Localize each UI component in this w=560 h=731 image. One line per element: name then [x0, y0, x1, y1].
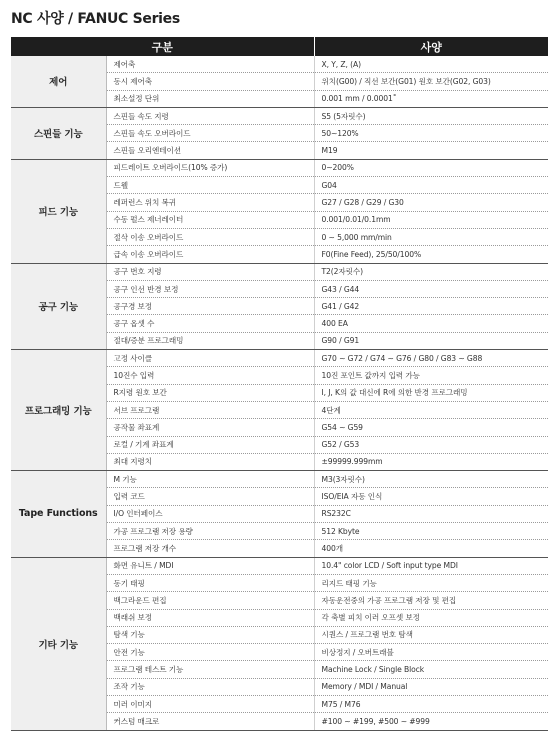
spec-cell: I, J, K의 값 대신에 R에 의한 반경 프로그래밍 — [314, 384, 548, 401]
category-cell: 공구 기능 — [11, 263, 106, 349]
spec-cell: 512 Kbyte — [314, 523, 548, 540]
feature-cell: 서브 프로그램 — [106, 401, 314, 418]
feature-cell: 가공 프로그램 저장 용량 — [106, 523, 314, 540]
page-title: NC 사양 / FANUC Series — [11, 11, 180, 27]
spec-cell: #100 ~ #199, #500 ~ #999 — [314, 713, 548, 730]
feature-cell: 화면 유니트 / MDI — [106, 557, 314, 574]
category-cell: Tape Functions — [11, 471, 106, 557]
category-cell: 기타 기능 — [11, 557, 106, 730]
spec-cell: 0.001/0.01/0.1mm — [314, 211, 548, 228]
category-cell: 스핀들 기능 — [11, 107, 106, 159]
spec-cell: 10.4" color LCD / Soft input type MDI — [314, 557, 548, 574]
spec-cell: M75 / M76 — [314, 695, 548, 712]
table-row — [11, 557, 548, 574]
feature-cell: 10진수 입력 — [106, 367, 314, 384]
spec-cell: 0~200% — [314, 159, 548, 176]
spec-cell: T2(2자릿수) — [314, 263, 548, 280]
feature-cell: 절대/증분 프로그래밍 — [106, 332, 314, 349]
spec-cell: X, Y, Z, (A) — [314, 56, 548, 73]
feature-cell: 고정 사이클 — [106, 350, 314, 367]
spec-cell: 400개 — [314, 540, 548, 557]
spec-cell: ISO/EIA 자동 인식 — [314, 488, 548, 505]
header-category: 구분 — [11, 37, 314, 56]
category-cell: 프로그래밍 기능 — [11, 350, 106, 471]
feature-cell: 미러 이미지 — [106, 695, 314, 712]
spec-cell: 0 ~ 5,000 mm/min — [314, 228, 548, 245]
feature-cell: 백그라운드 편집 — [106, 592, 314, 609]
feature-cell: 로컬 / 기계 좌표계 — [106, 436, 314, 453]
feature-cell: 스핀들 오리엔테이션 — [106, 142, 314, 159]
feature-cell: 급속 이송 오버라이드 — [106, 246, 314, 263]
spec-cell: F0(Fine Feed), 25/50/100% — [314, 246, 548, 263]
header-spec: 사양 — [314, 37, 548, 56]
spec-cell: 시퀀스 / 프로그램 번호 탐색 — [314, 626, 548, 643]
feature-cell: 커스텀 매크로 — [106, 713, 314, 730]
spec-cell: Machine Lock / Single Block — [314, 661, 548, 678]
table-row — [11, 107, 548, 124]
spec-cell: RS232C — [314, 505, 548, 522]
spec-cell: 위치(G00) / 직선 보간(G01) 원호 보간(G02, G03) — [314, 73, 548, 90]
spec-cell: 리지드 태핑 기능 — [314, 574, 548, 591]
spec-cell: 각 축별 피치 이러 오프셋 보정 — [314, 609, 548, 626]
feature-cell: 최대 지령치 — [106, 453, 314, 470]
table-row — [11, 263, 548, 280]
spec-cell: G52 / G53 — [314, 436, 548, 453]
feature-cell: 스핀들 속도 지령 — [106, 107, 314, 124]
feature-cell: 공구 인선 반경 보정 — [106, 280, 314, 297]
feature-cell: 스핀들 속도 오버라이드 — [106, 125, 314, 142]
feature-cell: 절삭 이송 오버라이드 — [106, 228, 314, 245]
spec-cell: ±99999.999mm — [314, 453, 548, 470]
feature-cell: 공작물 좌표계 — [106, 419, 314, 436]
table-row — [11, 56, 548, 73]
feature-cell: 레퍼런스 위치 복귀 — [106, 194, 314, 211]
feature-cell: 수동 펄스 제너레이터 — [106, 211, 314, 228]
feature-cell: 피드레이트 오버라이드(10% 증가) — [106, 159, 314, 176]
feature-cell: 탐색 기능 — [106, 626, 314, 643]
spec-cell: 0.001 mm / 0.0001˚ — [314, 90, 548, 107]
spec-table — [11, 37, 548, 731]
spec-cell: G54 ~ G59 — [314, 419, 548, 436]
feature-cell: 안전 기능 — [106, 644, 314, 661]
feature-cell: 동시 제어축 — [106, 73, 314, 90]
feature-cell: 입력 코드 — [106, 488, 314, 505]
spec-cell: Memory / MDI / Manual — [314, 678, 548, 695]
feature-cell: M 기능 — [106, 471, 314, 488]
spec-cell: M19 — [314, 142, 548, 159]
table-row — [11, 159, 548, 176]
spec-cell: G90 / G91 — [314, 332, 548, 349]
feature-cell: R지령 원호 보간 — [106, 384, 314, 401]
feature-cell: 동기 태핑 — [106, 574, 314, 591]
spec-cell: G70 ~ G72 / G74 ~ G76 / G80 / G83 ~ G88 — [314, 350, 548, 367]
spec-cell: G41 / G42 — [314, 298, 548, 315]
spec-cell: G04 — [314, 177, 548, 194]
spec-cell: M3(3자릿수) — [314, 471, 548, 488]
spec-cell: 비상정지 / 오버트래블 — [314, 644, 548, 661]
feature-cell: 공구 옵셋 수 — [106, 315, 314, 332]
spec-cell: 자동운전중의 가공 프로그램 저장 및 편집 — [314, 592, 548, 609]
table-row — [11, 350, 548, 367]
table-row — [11, 471, 548, 488]
spec-cell: G43 / G44 — [314, 280, 548, 297]
feature-cell: 최소설정 단위 — [106, 90, 314, 107]
spec-cell: 4단계 — [314, 401, 548, 418]
feature-cell: 제어축 — [106, 56, 314, 73]
feature-cell: 프로그램 저장 개수 — [106, 540, 314, 557]
feature-cell: 공구 번호 지령 — [106, 263, 314, 280]
category-cell: 피드 기능 — [11, 159, 106, 263]
spec-cell: 50~120% — [314, 125, 548, 142]
feature-cell: 드웰 — [106, 177, 314, 194]
feature-cell: I/O 인터페이스 — [106, 505, 314, 522]
table-body — [11, 56, 548, 730]
feature-cell: 프로그램 테스트 기능 — [106, 661, 314, 678]
spec-cell: 10진 포인트 값까지 입력 가능 — [314, 367, 548, 384]
category-cell: 제어 — [11, 56, 106, 107]
table-header — [11, 37, 548, 56]
feature-cell: 백래쉬 보정 — [106, 609, 314, 626]
spec-cell: 400 EA — [314, 315, 548, 332]
spec-cell: G27 / G28 / G29 / G30 — [314, 194, 548, 211]
spec-cell: S5 (5자릿수) — [314, 107, 548, 124]
feature-cell: 조작 기능 — [106, 678, 314, 695]
feature-cell: 공구경 보정 — [106, 298, 314, 315]
